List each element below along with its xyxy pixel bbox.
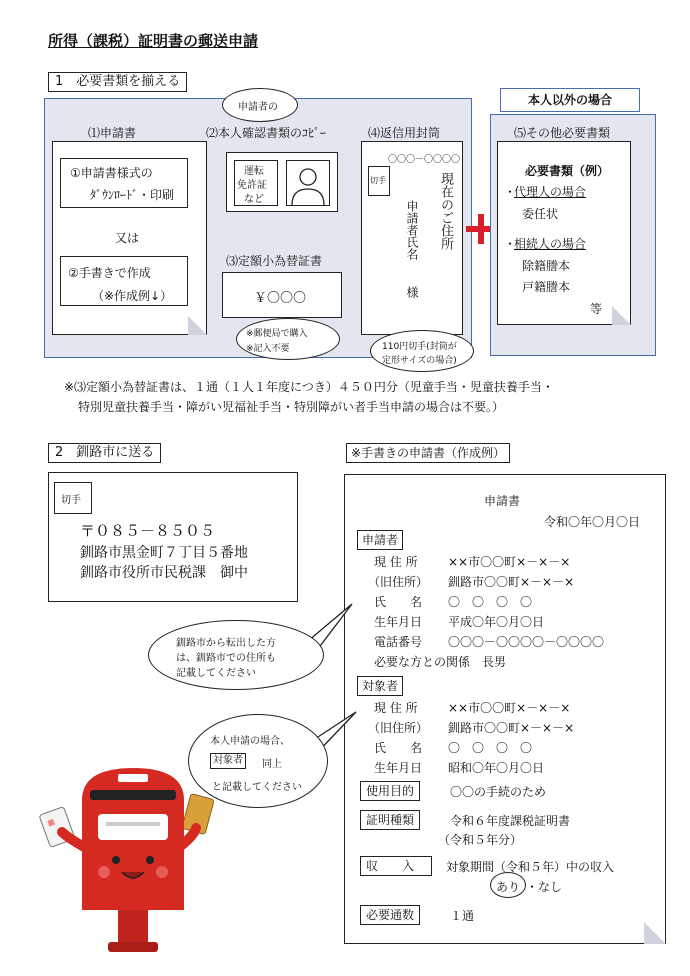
- stamp-note-line2: 定形サイズの場合): [382, 356, 457, 366]
- applicant-bubble-text: 申請者の: [238, 102, 278, 113]
- a-relation: 必要な方との関係 長男: [374, 655, 507, 669]
- self-app-line2: 同上: [262, 759, 282, 770]
- envelope-address: 現在のご住所: [438, 172, 453, 250]
- self-app-line1: 本人申請の場合、: [210, 736, 290, 747]
- agent-doc: 委任状: [522, 207, 559, 221]
- t-addr: ××市〇〇町×－×－×: [448, 701, 571, 715]
- mailbox-mascot-icon: [38, 760, 228, 960]
- application-form-label: ⑴申請書: [88, 126, 137, 140]
- income-label: 収 入: [360, 856, 432, 876]
- a-birth: 平成〇年〇月〇日: [448, 615, 545, 629]
- money-order-note-2: 特別児童扶養手当・障がい児福祉手当・特別障がい者手当申請の場合は不要。）: [78, 400, 505, 414]
- license-line1: 運転: [244, 166, 264, 177]
- purpose-label: 使用目的: [360, 781, 420, 801]
- money-order-amount: ￥〇〇〇: [254, 291, 307, 306]
- income-line1: 対象期間（令和５年）中の収入: [446, 860, 615, 874]
- target-label: 対象者: [357, 676, 403, 696]
- t-name-label: 氏 名: [374, 741, 423, 755]
- mailing-address: 釧路市黒金町７丁目５番地: [80, 545, 248, 561]
- or-text: 又は: [115, 231, 140, 245]
- agent-bullet: ・: [504, 185, 517, 199]
- self-app-line3: と記載してください: [212, 782, 302, 793]
- section1-heading: 1 必要書類を揃える: [48, 72, 187, 92]
- applicant-label: 申請者: [357, 530, 403, 550]
- return-envelope-label: ⑷返信用封筒: [368, 126, 441, 140]
- page-title: 所得（課税）証明書の郵送申請: [48, 32, 259, 50]
- mailing-postal: 〒０８５－８５０５: [80, 522, 216, 540]
- kind-label: 証明種類: [360, 810, 420, 830]
- copies: １通: [450, 909, 475, 923]
- kind-line1: 令和６年度課税証明書: [450, 814, 571, 828]
- example-title: 申請書: [484, 494, 521, 508]
- self-app-target-box: 対象者: [210, 753, 246, 769]
- copies-label: 必要通数: [360, 905, 420, 925]
- page-fold-icon: [188, 316, 207, 335]
- download-option-line2: ﾀﾞｳﾝﾛｰﾄﾞ・印刷: [90, 188, 175, 202]
- mailing-stamp: 切手: [61, 495, 81, 506]
- t-birth-label: 生年月日: [374, 761, 423, 775]
- money-order-note-line1: ※郵便局で購入: [246, 329, 308, 339]
- t-name: 〇 〇 〇 〇: [448, 741, 533, 755]
- example-heading: ※手書きの申請書（作成例）: [346, 443, 510, 463]
- license-line2: 免許証: [237, 180, 267, 191]
- handwrite-option-line2: （※作成例↓）: [92, 289, 173, 303]
- a-old: 釧路市〇〇町×－×－×: [448, 575, 575, 589]
- a-addr-label: 現 住 所: [374, 555, 418, 569]
- stamp-note-line1: 110円切手(封筒が: [382, 342, 457, 352]
- agent-case: 代理人の場合: [514, 185, 587, 199]
- page-fold-icon: [644, 922, 666, 944]
- moved-out-line3: 記載してください: [176, 668, 256, 679]
- example-date: 令和〇年〇月〇日: [544, 515, 641, 529]
- download-option-line1: ①申請書様式の: [70, 166, 153, 180]
- person-photo-icon: [287, 161, 329, 205]
- t-old-label: （旧住所）: [368, 721, 429, 735]
- other-docs-title: 必要書類（例）: [525, 164, 610, 178]
- heir-case: 相続人の場合: [514, 237, 587, 251]
- money-order-label: ⑶定額小為替証書: [226, 254, 323, 268]
- license-line3: など: [244, 194, 264, 205]
- income-yes: あり: [496, 880, 521, 894]
- moved-out-line1: 釧路市から転出した方: [176, 638, 276, 649]
- t-birth: 昭和〇年〇月〇日: [448, 761, 545, 775]
- mailing-recipient: 釧路市役所市民税課 御中: [80, 565, 248, 581]
- a-tel-label: 電話番号: [374, 635, 423, 649]
- purpose: 〇〇の手続のため: [450, 785, 547, 799]
- envelope-postal: 〇〇〇－〇〇〇〇: [388, 155, 461, 165]
- a-birth-label: 生年月日: [374, 615, 423, 629]
- page-fold-icon: [612, 306, 631, 325]
- section2-heading: 2 釧路市に送る: [48, 443, 161, 463]
- id-copy-label: ⑵本人確認書類のｺﾋﾟｰ: [206, 126, 327, 140]
- t-old: 釧路市〇〇町×－×－×: [448, 721, 575, 735]
- heir-doc2: 戸籍謄本: [522, 280, 571, 294]
- money-order-note-line2: ※記入不要: [246, 344, 290, 354]
- envelope-sama: 様: [405, 286, 419, 298]
- a-addr: ××市〇〇町×－×－×: [448, 555, 571, 569]
- etc-text: 等: [590, 302, 603, 316]
- a-old-label: （旧住所）: [368, 575, 429, 589]
- a-name: 〇 〇 〇 〇: [448, 595, 533, 609]
- income-no: ・なし: [526, 880, 563, 894]
- other-docs-label: ⑸その他必要書類: [514, 126, 611, 140]
- envelope-name: 申請者氏名: [405, 200, 419, 260]
- other-case-header: 本人以外の場合: [500, 88, 640, 112]
- kind-line2: （令和５年分）: [438, 833, 523, 847]
- envelope-stamp: 切手: [370, 176, 386, 185]
- handwrite-option-line1: ②手書きで作成: [68, 266, 151, 280]
- a-name-label: 氏 名: [374, 595, 423, 609]
- t-addr-label: 現 住 所: [374, 701, 418, 715]
- heir-bullet: ・: [504, 237, 517, 251]
- heir-doc1: 除籍謄本: [522, 259, 571, 273]
- a-tel: 〇〇〇－〇〇〇〇－〇〇〇〇: [448, 635, 605, 649]
- moved-out-line2: は、釧路市での住所も: [176, 653, 276, 664]
- money-order-note-1: ※⑶定額小為替証書は、１通（１人１年度につき）４５０円分（児童手当・児童扶養手当・: [64, 380, 554, 394]
